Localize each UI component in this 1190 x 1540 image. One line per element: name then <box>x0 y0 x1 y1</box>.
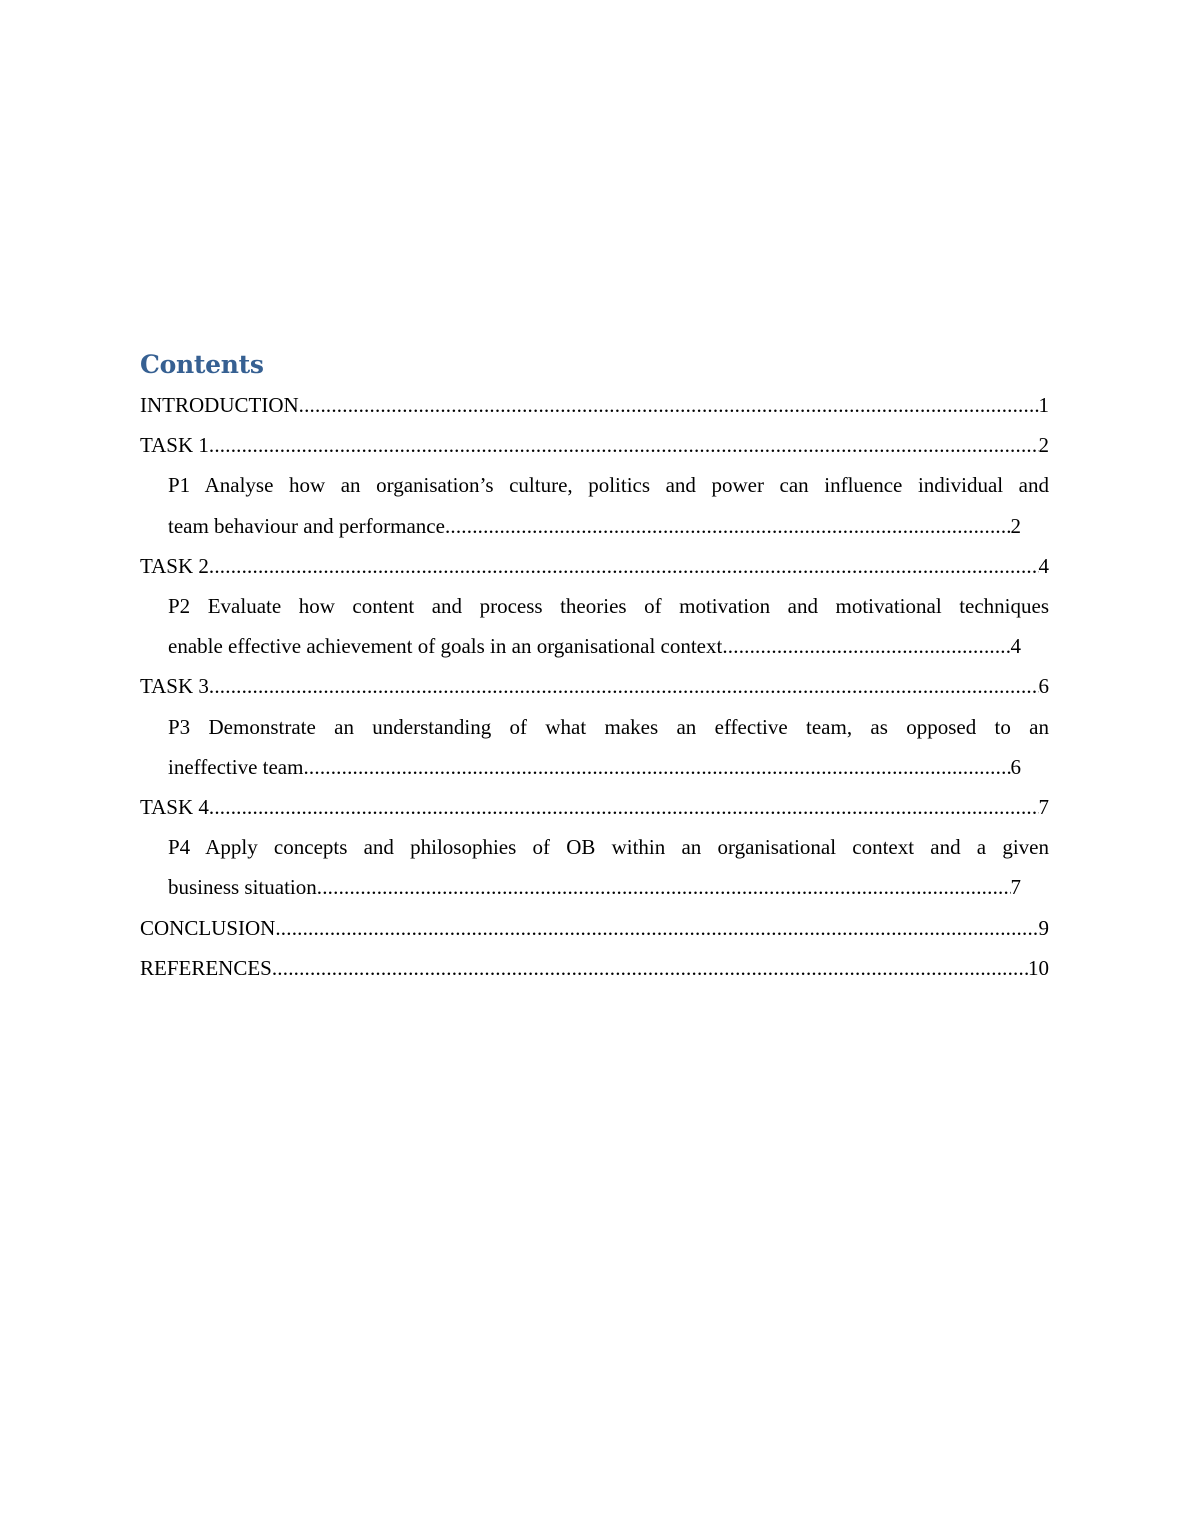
toc-heading: Contents <box>140 350 264 379</box>
toc-entry-task-3[interactable] <box>140 666 1049 706</box>
toc-page-number: 6 <box>1010 754 1021 779</box>
toc-entry-label-line1: P1 Analyse how an organisation’s culture, politics and power can influence individual and <box>168 473 1049 498</box>
toc-entry-label: REFERENCES <box>140 955 272 980</box>
toc-entry-label-line2: business situation <box>168 875 317 900</box>
toc-entry-label: CONCLUSION <box>140 915 276 940</box>
toc-entry-lastline <box>168 506 1021 546</box>
toc-entry-conclusion[interactable] <box>140 908 1049 948</box>
dot-leader <box>722 626 1010 666</box>
dot-leader <box>445 506 1011 546</box>
toc-entry-label-line1: P2 Evaluate how content and process theories of motivation and motivational techniques <box>168 594 1049 619</box>
toc-entry-label-line1: P4 Apply concepts and philosophies of OB within an organisational context and a given <box>168 835 1049 860</box>
toc-entry-label-line2: ineffective team <box>168 754 304 779</box>
dot-leader <box>275 908 1038 948</box>
toc-entry-introduction[interactable] <box>140 385 1049 425</box>
toc-entry-lastline <box>168 747 1021 787</box>
toc-entry-label: INTRODUCTION <box>140 393 299 417</box>
toc-page-number: 4 <box>1038 553 1049 578</box>
toc-entry-lastline <box>168 867 1021 907</box>
toc-page-number: 10 <box>1028 955 1049 980</box>
toc-page-number: 9 <box>1038 915 1049 940</box>
toc-entry-references[interactable] <box>140 948 1049 988</box>
toc-entry-label-line2: team behaviour and performance <box>168 513 445 538</box>
toc-entry-lastline <box>168 626 1021 666</box>
toc-page-number: 1 <box>1038 393 1049 417</box>
toc-page-number: 6 <box>1038 674 1049 699</box>
toc-entry-task-1[interactable] <box>140 425 1049 465</box>
dot-leader <box>272 948 1028 988</box>
toc-page-number: 7 <box>1010 875 1021 900</box>
toc-entry-label-line1: P3 Demonstrate an understanding of what makes an effective team, as opposed to an <box>168 714 1049 739</box>
table-of-contents <box>140 345 1049 988</box>
dot-leader <box>209 666 1039 706</box>
toc-entry-label: TASK 3 <box>140 674 209 699</box>
dot-leader <box>299 385 1039 425</box>
toc-entry-label: TASK 4 <box>140 795 209 820</box>
toc-entry-p4[interactable] <box>140 827 1049 907</box>
toc-page-number: 4 <box>1010 634 1021 659</box>
dot-leader <box>209 787 1039 827</box>
dot-leader <box>209 425 1039 465</box>
toc-entry-task-2[interactable] <box>140 546 1049 586</box>
toc-entry-label-line2: enable effective achievement of goals in an organisational context <box>168 634 723 659</box>
toc-page-number: 2 <box>1010 513 1021 538</box>
toc-entry-task-4[interactable] <box>140 787 1049 827</box>
toc-entry-label: TASK 1 <box>140 433 209 458</box>
dot-leader <box>209 546 1039 586</box>
dot-leader <box>303 747 1010 787</box>
toc-page-number: 2 <box>1038 433 1049 458</box>
toc-entry-p2[interactable] <box>140 586 1049 666</box>
toc-entry-p3[interactable] <box>140 707 1049 787</box>
toc-entry-p1[interactable] <box>140 465 1049 545</box>
toc-entry-label: TASK 2 <box>140 553 209 578</box>
toc-page-number: 7 <box>1038 795 1049 820</box>
dot-leader <box>317 867 1011 907</box>
